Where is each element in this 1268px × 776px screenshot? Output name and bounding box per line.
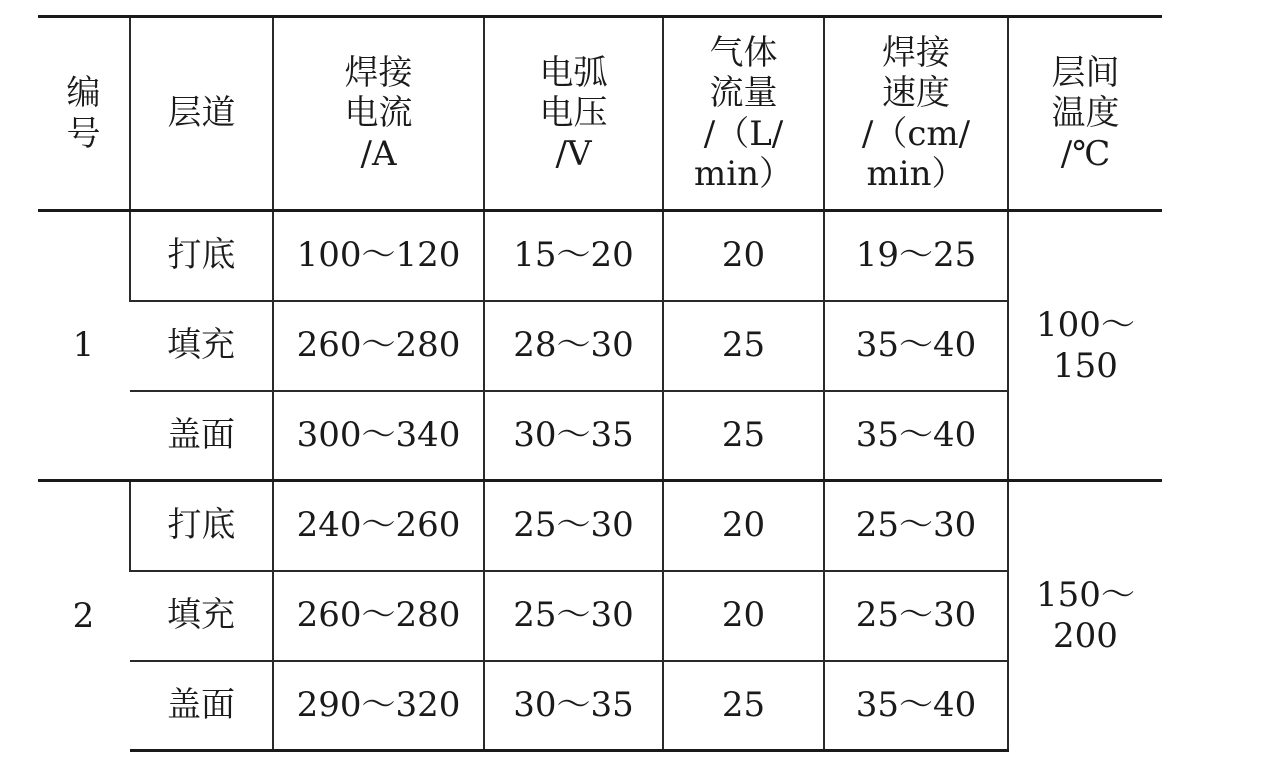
speed-cell: 19～25 bbox=[824, 211, 1008, 301]
welding-parameters-table bbox=[38, 15, 1162, 752]
table-row bbox=[38, 301, 1162, 391]
table-row bbox=[38, 211, 1162, 301]
gas-flow-cell: 25 bbox=[663, 391, 824, 481]
group-number: 2 bbox=[38, 481, 130, 751]
voltage-cell: 30～35 bbox=[484, 661, 663, 751]
layer-cell: 打底 bbox=[130, 481, 273, 571]
current-cell: 260～280 bbox=[273, 301, 484, 391]
current-cell: 300～340 bbox=[273, 391, 484, 481]
current-cell: 260～280 bbox=[273, 571, 484, 661]
header-speed: 焊接 速度 /（cm/ min） bbox=[824, 17, 1008, 211]
speed-cell: 35～40 bbox=[824, 301, 1008, 391]
voltage-cell: 15～20 bbox=[484, 211, 663, 301]
interpass-temp-cell: 150～ 200 bbox=[1008, 481, 1162, 751]
header-row bbox=[38, 17, 1162, 211]
table-row bbox=[38, 391, 1162, 481]
header-gas-flow: 气体 流量 /（L/ min） bbox=[663, 17, 824, 211]
header-layer: 层道 bbox=[130, 17, 273, 211]
voltage-cell: 25～30 bbox=[484, 481, 663, 571]
voltage-cell: 25～30 bbox=[484, 571, 663, 661]
gas-flow-cell: 20 bbox=[663, 481, 824, 571]
voltage-cell: 28～30 bbox=[484, 301, 663, 391]
gas-flow-cell: 20 bbox=[663, 571, 824, 661]
layer-cell: 盖面 bbox=[130, 661, 273, 751]
current-cell: 290～320 bbox=[273, 661, 484, 751]
current-cell: 240～260 bbox=[273, 481, 484, 571]
gas-flow-cell: 25 bbox=[663, 661, 824, 751]
speed-cell: 25～30 bbox=[824, 571, 1008, 661]
speed-cell: 35～40 bbox=[824, 661, 1008, 751]
layer-cell: 打底 bbox=[130, 211, 273, 301]
table-row bbox=[38, 661, 1162, 751]
header-number: 编 号 bbox=[38, 17, 130, 211]
group-number: 1 bbox=[38, 211, 130, 481]
layer-cell: 填充 bbox=[130, 571, 273, 661]
speed-cell: 35～40 bbox=[824, 391, 1008, 481]
table-row bbox=[38, 571, 1162, 661]
gas-flow-cell: 25 bbox=[663, 301, 824, 391]
header-voltage: 电弧 电压 /V bbox=[484, 17, 663, 211]
header-current: 焊接 电流 /A bbox=[273, 17, 484, 211]
voltage-cell: 30～35 bbox=[484, 391, 663, 481]
layer-cell: 盖面 bbox=[130, 391, 273, 481]
table-row bbox=[38, 481, 1162, 571]
layer-cell: 填充 bbox=[130, 301, 273, 391]
current-cell: 100～120 bbox=[273, 211, 484, 301]
header-interpass-temp: 层间 温度 /℃ bbox=[1008, 17, 1162, 211]
speed-cell: 25～30 bbox=[824, 481, 1008, 571]
gas-flow-cell: 20 bbox=[663, 211, 824, 301]
interpass-temp-cell: 100～ 150 bbox=[1008, 211, 1162, 481]
